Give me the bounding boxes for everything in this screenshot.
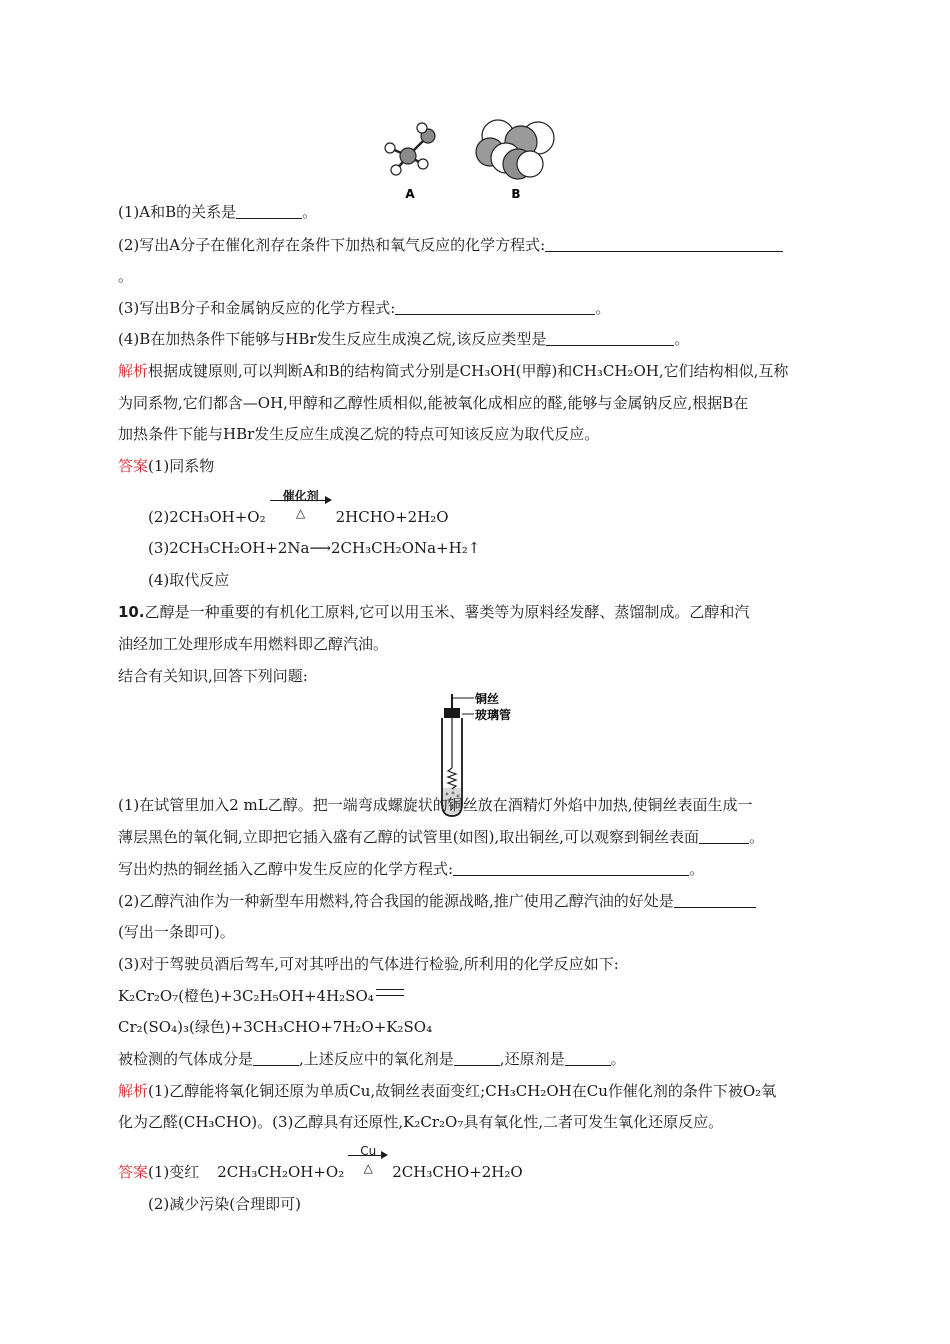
q10-equation-line1: K₂Cr₂O₇(橙色)+3C₂H₅OH+4H₂SO₄: [118, 985, 404, 1007]
answer-blank: [454, 1051, 500, 1066]
molecule-b-label: B: [511, 187, 521, 201]
molecule-a-model: [385, 123, 435, 175]
answer-blank: [546, 331, 674, 346]
label-glass-tube: 玻璃管: [475, 708, 512, 722]
q10-part3-line1: (3)对于驾驶员酒后驾车,可对其呼出的气体进行检验,所利用的化学反应如下:: [118, 955, 619, 973]
q9-part1: (1)A和B的关系是 。: [118, 203, 318, 221]
q9-answer-line4: (4)取代反应: [148, 571, 230, 589]
answer-label: 答案: [118, 457, 149, 475]
reaction-arrow: 催化剂 △: [270, 500, 332, 522]
answer-blank: [565, 1051, 611, 1066]
label-copper-wire: 铜丝: [475, 692, 500, 706]
q10-part1-line3: 写出灼热的铜丝插入乙醇中发生反应的化学方程式: 。: [118, 860, 705, 878]
q10-part3-line2: 被检测的气体成分是 ,上述反应中的氧化剂是 ,还原剂是 。: [118, 1050, 626, 1068]
q10-part2-line2: (写出一条即可)。: [118, 923, 235, 941]
analysis-label: 解析: [118, 362, 149, 380]
molecule-a-label: A: [405, 187, 415, 201]
analysis-label: 解析: [118, 1082, 149, 1100]
reaction-arrow: Cu △: [348, 1155, 388, 1177]
q10-part1-line2: 薄层黑色的氧化铜,立即把它插入盛有乙醇的试管里(如图),取出铜丝,可以观察到铜丝表面 。: [118, 828, 765, 846]
q9-analysis-line3: 加热条件下能与HBr发生反应生成溴乙烷的特点可知该反应为取代反应。: [118, 425, 600, 443]
q9-part3: (3)写出B分子和金属钠反应的化学方程式: 。: [118, 299, 611, 317]
q10-equation-line2: Cr₂(SO₄)₃(绿色)+3CH₃CHO+7H₂O+K₂SO₄: [118, 1018, 433, 1036]
q10-part1-line1: (1)在试管里加入2 mL乙醇。把一端弯成螺旋状的铜丝放在酒精灯外焰中加热,使铜丝表面生成一: [118, 796, 753, 814]
molecule-models-figure: [378, 118, 578, 204]
answer-blank: [674, 893, 756, 908]
q9-answer-line1: 答案(1)同系物: [118, 457, 215, 475]
q9-part2-cont: 。: [118, 267, 134, 285]
answer-blank: [395, 300, 595, 315]
q10-answer-line2: (2)减少污染(合理即可): [148, 1195, 301, 1213]
answer-blank: [545, 237, 783, 252]
copper-spiral: [448, 768, 456, 789]
answer-blank: [253, 1051, 299, 1066]
q10-intro-line1: 10.乙醇是一种重要的有机化工原料,它可以用玉米、薯类等为原料经发酵、蒸馏制成。乙醇和汽: [118, 603, 750, 621]
q9-analysis-line1: 解析根据成键原则,可以判断A和B的结构简式分别是CH₃OH(甲醇)和CH₃CH₂OH,它们结构相似,互称: [118, 362, 789, 380]
answer-blank: [699, 829, 749, 844]
q10-analysis-line1: 解析(1)乙醇能将氧化铜还原为单质Cu,故铜丝表面变红;CH₃CH₂OH在Cu作催化剂的条件下被O₂氧: [118, 1082, 777, 1100]
q10-intro-line3: 结合有关知识,回答下列问题:: [118, 667, 308, 685]
answer-label: 答案: [118, 1163, 149, 1181]
stopper: [444, 708, 460, 718]
q10-part2-line1: (2)乙醇汽油作为一种新型车用燃料,符合我国的能源战略,推广使用乙醇汽油的好处是: [118, 890, 756, 912]
q10-answer-line1: 答案(1)变红 2CH₃CH₂OH+O₂ Cu △ 2CH₃CHO+2H₂O: [118, 1144, 523, 1181]
molecule-b-model: [476, 120, 554, 179]
q9-answer-line3: (3)2CH₃CH₂OH+2Na⟶2CH₃CH₂ONa+H₂↑: [148, 539, 481, 557]
q9-part4: (4)B在加热条件下能够与HBr发生反应生成溴乙烷,该反应类型是 。: [118, 330, 690, 348]
q9-analysis-line2: 为同系物,它们都含—OH,甲醇和乙醇性质相似,能被氧化成相应的醛,能够与金属钠反应,根据B在: [118, 394, 749, 412]
q10-intro-line2: 油经加工处理形成车用燃料即乙醇汽油。: [118, 635, 389, 653]
answer-blank: [453, 861, 689, 876]
q9-part2: (2)写出A分子在催化剂存在条件下加热和氧气反应的化学方程式:: [118, 234, 783, 256]
question-number: 10.: [118, 603, 145, 621]
equals-sign: [376, 989, 404, 996]
answer-blank: [236, 204, 302, 219]
q9-answer-line2: (2)2CH₃OH+O₂ 催化剂 △ 2HCHO+2H₂O: [148, 489, 449, 526]
q10-analysis-line2: 化为乙醛(CH₃CHO)。(3)乙醇具有还原性,K₂Cr₂O₇具有氧化性,二者可发生氧化还原反应。: [118, 1113, 724, 1131]
